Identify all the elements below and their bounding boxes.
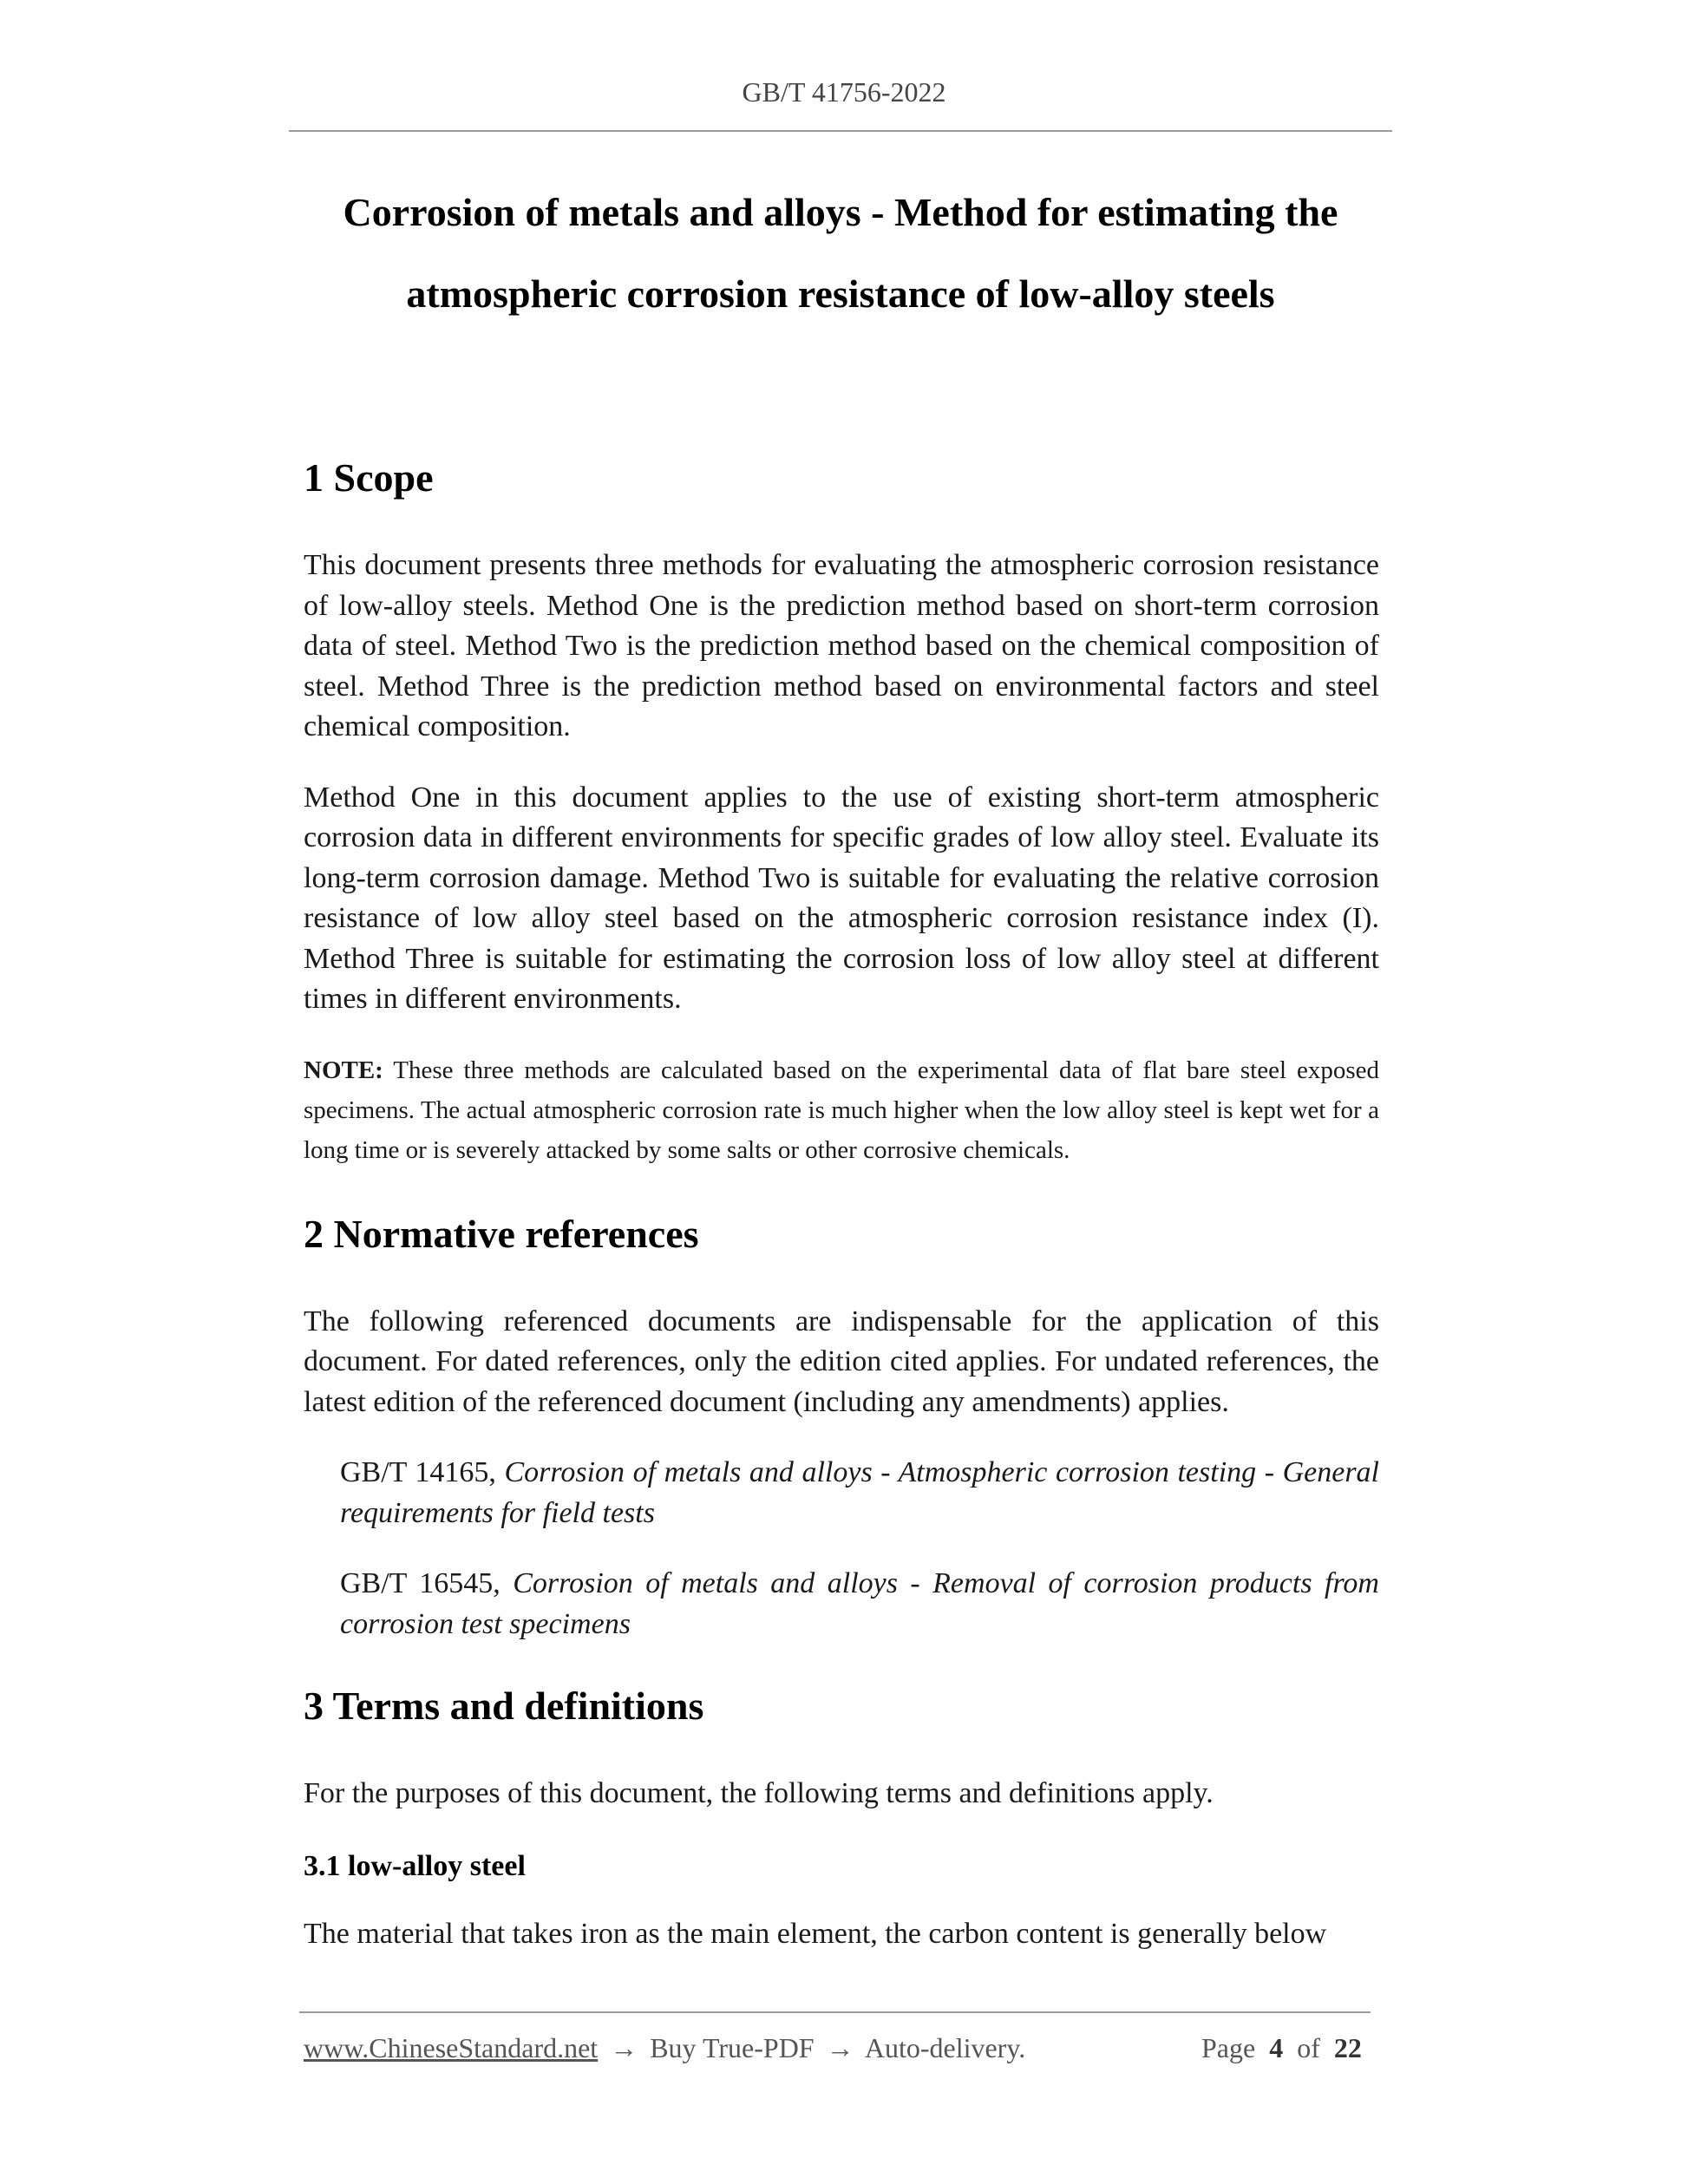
document-title-line1: Corrosion of metals and alloys - Method for estimating the: [343, 190, 1338, 234]
reference-code: GB/T 14165,: [340, 1456, 505, 1488]
term-definition: The material that takes iron as the main element, the carbon content is generally below: [304, 1917, 1327, 1950]
page-label: Page: [1201, 2032, 1256, 2063]
website-link[interactable]: www.ChineseStandard.net: [304, 2032, 599, 2063]
page-total: 22: [1333, 2032, 1362, 2063]
note-label: NOTE:: [304, 1056, 383, 1084]
scope-paragraph-2: Method One in this document applies to the use of existing short-term atmospheric corrosion data in different environments for specific grades of low alloy steel. Evaluate its long-term corrosion damage. Method Two is suitable for evaluating the relative corrosion resistance of low alloy steel based on the atmospheric corrosion resistance index (I). Method Three is suitable for estimating the corrosion loss of low alloy steel at different times in different environments.: [304, 781, 1379, 1015]
document-title-line2: atmospheric corrosion resistance of low-alloy steels: [406, 271, 1275, 316]
document-title: [289, 172, 1392, 335]
reference-item: [340, 1453, 1379, 1533]
terms-intro: For the purposes of this document, the following terms and definitions apply.: [304, 1777, 1214, 1809]
scope-note: [304, 1050, 1379, 1170]
page-of-label: of: [1297, 2032, 1320, 2063]
page-indicator: [1201, 2032, 1362, 2064]
term-heading: 3.1 low-alloy steel: [304, 1849, 526, 1882]
footer-divider: [299, 2011, 1371, 2013]
note-text: These three methods are calculated based on the experimental data of flat bare steel exposed specimens. The actual atmospheric corrosion rate is much higher when the low alloy steel is kept wet for a long time or is severely attacked by some salts or other corrosive chemicals.: [304, 1056, 1379, 1164]
scope-paragraph-1: This document presents three methods for evaluating the atmospheric corrosion resistance of low-alloy steels. Method One is the prediction method based on short-term corrosion data of steel. Method Two is the prediction method based on the chemical composition of steel. Method Three is the prediction method based on environmental factors and steel chemical composition.: [304, 549, 1379, 742]
section-1-heading: 1 Scope: [304, 455, 434, 500]
footer-promo: [304, 2032, 1025, 2064]
section-3-heading: 3 Terms and definitions: [304, 1684, 704, 1728]
section-2-heading: 2 Normative references: [304, 1211, 699, 1256]
normative-references-intro: The following referenced documents are indispensable for the application of this document. For dated references, only the edition cited applies. For undated references, the latest edition of the referenced document (including any amendments) applies.: [304, 1305, 1379, 1418]
arrow-right-icon: →: [610, 2032, 638, 2063]
arrow-right-icon: →: [826, 2032, 854, 2063]
auto-delivery-text: Auto-delivery.: [864, 2032, 1026, 2063]
reference-code: GB/T 16545,: [340, 1567, 514, 1599]
reference-title: Corrosion of metals and alloys - Removal of corrosion products from corrosion test specimens: [340, 1567, 1379, 1640]
document-body: [304, 447, 1379, 1954]
reference-title: Corrosion of metals and alloys - Atmospheric corrosion testing - General requirements for field tests: [340, 1456, 1380, 1529]
header-divider: [289, 130, 1392, 132]
reference-item: [340, 1564, 1379, 1645]
page-current: 4: [1269, 2032, 1284, 2063]
document-code-header: GB/T 41756-2022: [742, 76, 946, 108]
buy-pdf-text: Buy True-PDF: [650, 2032, 815, 2063]
